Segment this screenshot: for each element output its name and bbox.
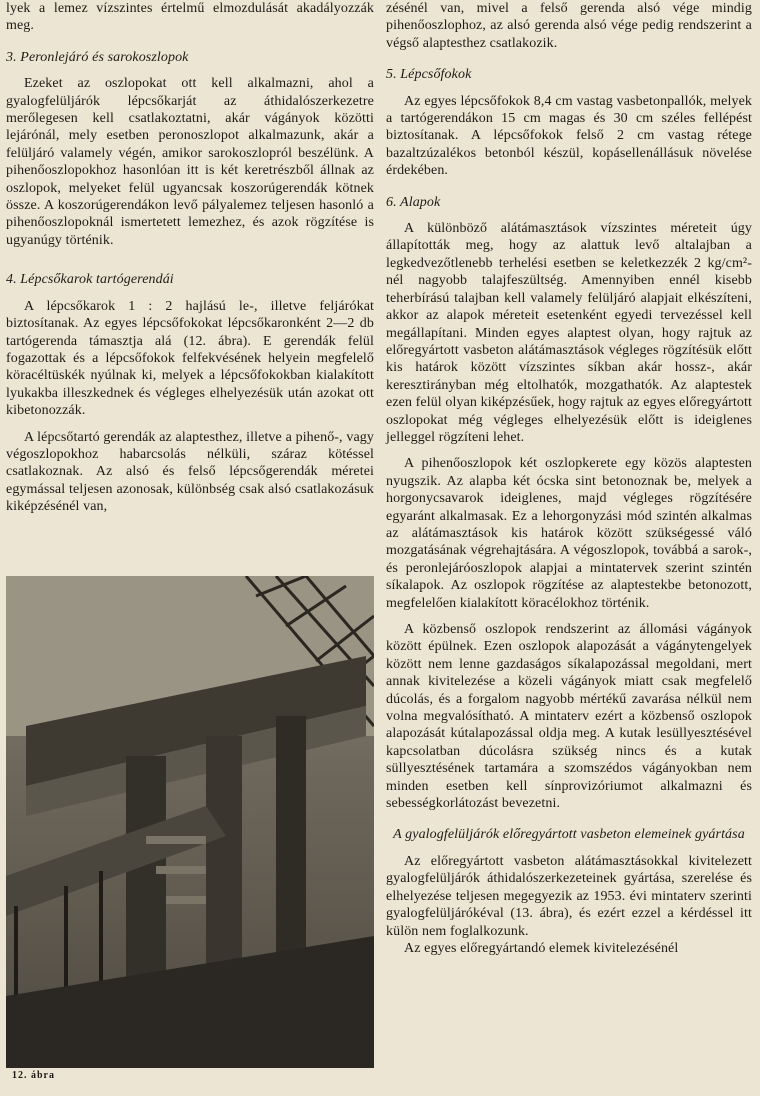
paragraph: lyek a lemez vízszintes értelmű elmozdulását akadályozzák meg. xyxy=(6,1,374,34)
paragraph: Ezeket az oszlopokat ott kell alkalmazni, ahol a gyalogfelüljárók lépcsőkarját az áthidalószerkezetre merőlegesen kell csatlakoztatni, akár vágányok közötti lejárónál, mely esetben peronoszlopot alkalmazunk, akár a felüljáró valamely végén, amikor sarokoszlopról beszélünk. A pihenőoszlopokhoz hasonlóan itt is két keretrészből állnak az oszlopok, melyeket felül ugyancsak koszorúgerendák kötnek össze. A koszorúgerendákon levő pályalemez teljesen hasonló a pihenőoszlopoknál ismertetett lemezhez, és azok rögzítése is ugyanúgy történik. xyxy=(6,76,374,248)
section-heading-5: 5. Lépcsőfokok xyxy=(386,67,472,83)
paragraph: Az egyes lépcsőfokok 8,4 cm vastag vasbetonpallók, melyek a tartógerendákon 15 cm magas és 30 cm széles fellépést biztosítanak. A lépcsőfokok felső 2 cm vastag rétege bazaltzúzalékos betonból készül, kopásellenállásuk növelése érdekében. xyxy=(386,93,752,179)
section-heading-manufacturing: A gyalogfelüljárók előregyártott vasbeton elemeinek gyártása xyxy=(393,827,745,843)
paragraph: A lépcsőkarok 1 : 2 hajlású le-, illetve feljárókat biztosítanak. Az egyes lépcsőfokokat lépcsőkaronként 2—2 db tartógerenda támasztja alá (12. ábra). E gerendák felül fogazottak és a lépcsőfokok felfekvésének helyein megfelelő köracéltüskék nyúlnak ki, melyek a lépcsőfokokban kialakított lyukakba illeszkednek és végleges elhelyezésük után azokat ott kibetonozzák. xyxy=(6,298,374,419)
section-heading-3: 3. Peronlejáró és sarokoszlopok xyxy=(6,49,189,65)
photo-figure-12 xyxy=(6,576,374,1068)
figure-caption: 12. ábra xyxy=(12,1070,55,1081)
paragraph: zésénél van, mivel a felső gerenda alsó vége mindig pihenőoszlophoz, az alsó gerenda alsó vége pedig rendszerint a végső alaptesthez csatlakozik. xyxy=(386,1,752,51)
paragraph: Az egyes előregyártandó elemek kivitelezésénél xyxy=(404,940,679,956)
section-heading-6: 6. Alapok xyxy=(386,194,441,210)
paragraph: A pihenőoszlopok két oszlopkerete egy közös alaptesten nyugszik. Az alapba két ócska sint betonoznak be, melyek a horgonycsavarok ideiglenes, majd végleges rögzítésére egyaránt alkalmasak. Ez a lehorgonyzási mód szintén alkalmas az alátámasztások kis határok között szükségessé váló mozgatásának végrehajtására. A végoszlopok, továbbá a sarok-, és peronlejáróoszlopok alapjai a mintatervek szerint szintén síkalapok. Az oszlopok rögzítése az alaptestekbe betonozott, megfelelően kialakított köracélokhoz történik. xyxy=(386,456,752,611)
section-heading-4: 4. Lépcsőkarok tartógerendái xyxy=(6,272,174,288)
left-column xyxy=(6,0,374,516)
paragraph: Az előregyártott vasbeton alátámasztásokkal kivitelezett gyalogfelüljárók áthidalószerkezeteinek gyártása, szerelése és elhelyezése teljesen megegyezik az 1953. évi mintaterv szerinti gyalogfelüljárókéval (13. ábra), és ezért ezzel a kérdéssel itt külön nem foglalkozunk. xyxy=(386,853,752,939)
paragraph: A közbenső oszlopok rendszerint az állomási vágányok között épülnek. Ezen oszlopok alapozását a vágánytengelyek között nem lenne gazdaságos síkalapozással megoldani, mert annak kivitelezése a közeli vágányok miatt csak megfelelő dúcolás, és a forgalom nagyobb mértékű zavarása nélkül nem volna megvalósítható. A mintaterv ezért a közbenső oszlopok alapozását kútalapozással oldja meg. A kutak lesüllyesztésével kapcsolatban dúcolásra szükség nincs és a kutak süllyesztésének tartamára a szomszédos vágányokban nem minden esetben kell sínprovizóriumot alkalmazni és sebességkorlátozást bevezetni. xyxy=(386,622,752,812)
photo-illustration xyxy=(6,576,374,1068)
paragraph: A lépcsőtartó gerendák az alaptesthez, illetve a pihenő-, vagy végoszlopokhoz habarcsolás nélküli, száraz kötéssel csatlakoznak. Az alsó és felső lépcsőgerendák méretei egymással teljesen azonosak, különbség csak alsó csatlakozásuk kiképzésénél van, xyxy=(6,429,374,515)
paragraph: A különböző alátámasztások vízszintes méreteit úgy állapították meg, hogy az alattuk levő altalajban a legkedvezőtlenebb terhelési esetben se keletkezzék 2 kg/cm²-nél nagyobb talajfeszültség. Amennyiben ennél kisebb teherbírású talajban kell valamely felüljáró alapjait elkészíteni, akkor az alapok méreteit esetenként egyedi tervezéssel kell megállapítani. Minden egyes alaptest olyan, hogy rajtuk az előregyártott vasbeton alátámasztások végleges rögzítésük előtt kis határok között vízszintes síkban akár hossz-, akár keresztirányban még eltolhatók, mozgathatók. Az alaptestek ezen felül olyan kiképzésűek, hogy rajtuk az egyes előregyártott oszlopokat még végleges elhelyezésük előtt is ideiglenes jelleggel rögzíteni lehet. xyxy=(386,221,752,445)
right-column xyxy=(386,0,752,957)
